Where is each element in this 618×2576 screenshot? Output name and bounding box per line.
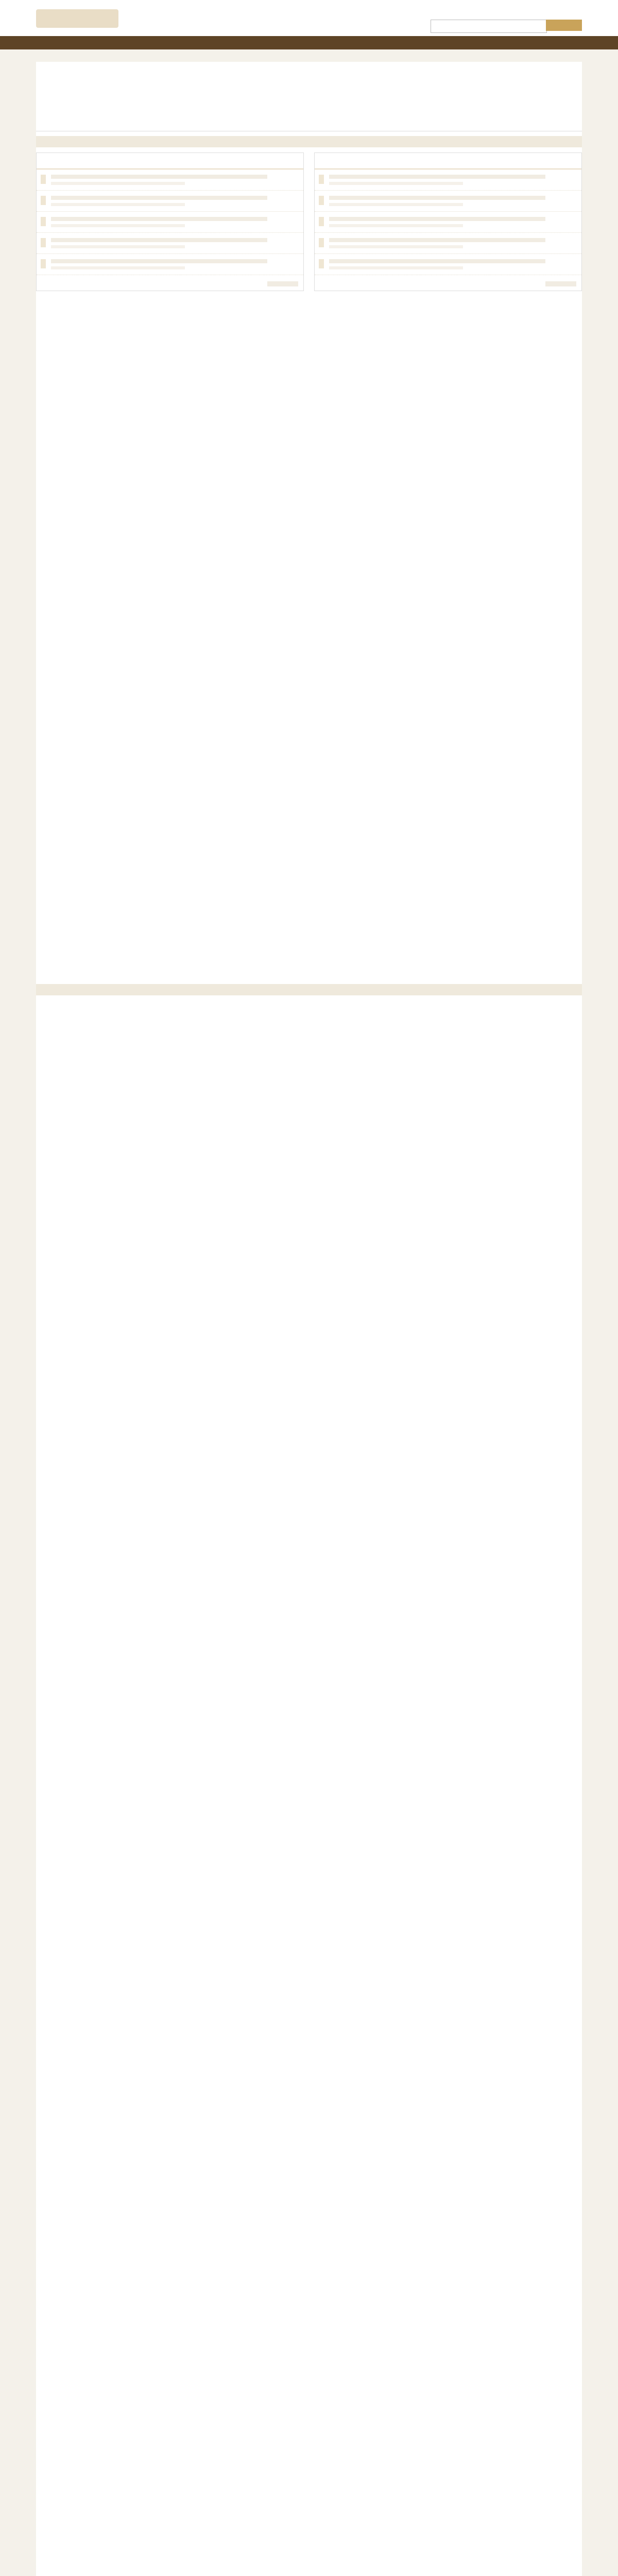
search-button[interactable] (546, 20, 582, 31)
search-input[interactable] (431, 20, 547, 33)
ranking-row[interactable] (315, 254, 581, 275)
ranking-row[interactable] (37, 191, 303, 212)
site-tagline (126, 10, 260, 25)
ranking-row[interactable] (37, 170, 303, 191)
ranking-row[interactable] (37, 212, 303, 233)
panel-heading (315, 153, 581, 170)
ranking-row[interactable] (37, 254, 303, 275)
ranking-row[interactable] (315, 191, 581, 212)
ranking-subnavigation[interactable] (36, 115, 582, 131)
ranking-row[interactable] (37, 233, 303, 254)
more-link[interactable] (267, 281, 298, 286)
section-heading (36, 136, 582, 147)
ranking-row[interactable] (315, 233, 581, 254)
section-heading (36, 984, 582, 995)
header-links[interactable] (422, 4, 582, 11)
site-logo[interactable] (36, 9, 118, 28)
panel-heading (37, 153, 303, 170)
site-header (0, 0, 618, 36)
ranking-panel (314, 152, 582, 291)
ranking-content (36, 62, 582, 2576)
main-navigation (0, 36, 618, 49)
ranking-row[interactable] (315, 212, 581, 233)
ranking-panel (36, 152, 304, 291)
more-link[interactable] (545, 281, 576, 286)
page-title (41, 74, 62, 84)
ranking-row[interactable] (315, 170, 581, 191)
